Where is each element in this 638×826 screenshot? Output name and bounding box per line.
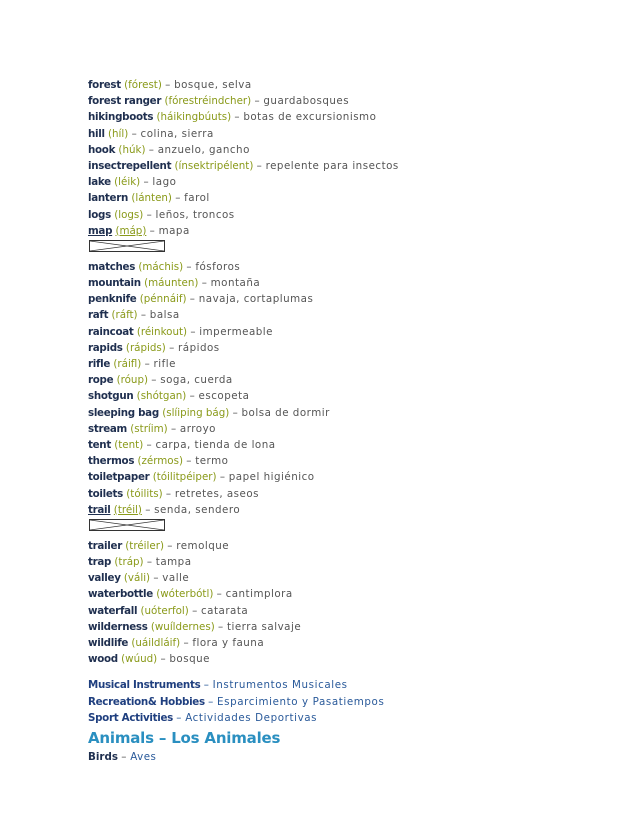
entry-pronunciation: (váli)	[123, 572, 151, 585]
vocab-entry	[88, 388, 608, 404]
entry-translation: guardabosques	[263, 95, 350, 108]
vocab-entry	[88, 651, 608, 667]
entry-word: shotgun	[88, 390, 134, 403]
entry-dash: –	[218, 620, 224, 633]
entry-dash: –	[148, 143, 155, 156]
entry-dash: –	[160, 653, 167, 666]
entry-word: rapids	[88, 341, 123, 354]
entry-word: map	[88, 224, 113, 237]
vocab-entry	[88, 469, 608, 485]
entry-dash: –	[169, 341, 175, 354]
entry-translation: cantimplora	[225, 588, 293, 601]
entry-translation: arroyo	[179, 422, 216, 435]
entry-translation: tampa	[155, 556, 192, 569]
entry-dash: –	[190, 325, 196, 338]
entry-word: lake	[88, 176, 111, 189]
entry-word: trap	[88, 556, 112, 569]
vocab-entry	[88, 126, 608, 142]
entry-word: rifle	[88, 358, 111, 370]
vocabulary-page	[88, 77, 608, 765]
entry-pronunciation: (lánten)	[131, 192, 172, 205]
entry-pronunciation: (wuíldernes)	[150, 620, 215, 633]
entry-pronunciation: (stríim)	[130, 422, 168, 435]
vocab-entry	[88, 291, 608, 307]
entry-list-2	[88, 259, 608, 518]
entry-translation: leños, troncos	[155, 208, 235, 221]
entry-translation: flora y fauna	[192, 637, 265, 649]
entry-translation: rifle	[153, 358, 176, 370]
vocab-entry[interactable]	[88, 223, 608, 239]
vocab-entry	[88, 324, 608, 340]
entry-translation: bosque	[169, 653, 210, 666]
entry-word: hook	[88, 143, 116, 156]
entry-word: thermos	[88, 455, 135, 468]
entry-translation: senda, sendero	[154, 503, 241, 516]
broken-image-trail	[89, 519, 165, 531]
entry-dash: –	[151, 374, 157, 387]
entry-word: tent	[88, 438, 111, 451]
entry-pronunciation: (fórestréindcher)	[164, 95, 252, 108]
entry-translation: bolsa de dormir	[241, 406, 330, 419]
entry-dash: –	[183, 637, 190, 649]
entry-translation: remolque	[176, 539, 230, 552]
entry-dash: –	[192, 604, 198, 617]
vocab-entry	[88, 158, 608, 174]
entry-pronunciation: (tent)	[114, 438, 144, 451]
entry-dash: –	[201, 277, 208, 290]
entry-pronunciation: (slíiping bág)	[162, 406, 230, 419]
vocab-entry	[88, 340, 608, 356]
entry-word: forest	[88, 79, 121, 91]
vocab-entry[interactable]	[88, 502, 608, 518]
entry-pronunciation: (tréil)	[113, 503, 142, 516]
vocab-entry	[88, 356, 608, 372]
entry-translation: farol	[184, 192, 210, 205]
entry-word: toiletpaper	[88, 471, 150, 484]
entry-translation: catarata	[201, 604, 249, 617]
entry-word: forest ranger	[88, 95, 162, 108]
entry-dash: –	[186, 455, 192, 468]
entry-dash: –	[149, 224, 156, 237]
entry-pronunciation: (shótgan)	[136, 390, 187, 403]
entry-pronunciation: (tóilits)	[126, 487, 163, 500]
vocab-entry	[88, 437, 608, 453]
entry-translation: botas de excursionismo	[243, 111, 377, 124]
entry-pronunciation: (wúud)	[121, 653, 158, 666]
entry-pronunciation: (ráft)	[111, 309, 138, 322]
entry-pronunciation: (máp)	[115, 224, 147, 237]
entry-pronunciation: (uáildláif)	[131, 637, 181, 649]
entry-dash: –	[146, 438, 153, 451]
entry-pronunciation: (léik)	[114, 176, 141, 189]
entry-pronunciation: (rápids)	[125, 341, 166, 354]
entry-pronunciation: (híl)	[108, 127, 129, 140]
entry-word: penknife	[88, 293, 137, 306]
entry-list-3	[88, 538, 608, 668]
vocab-entry	[88, 372, 608, 388]
entry-word: raincoat	[88, 325, 134, 338]
vocab-entry	[88, 586, 608, 602]
vocab-entry	[88, 421, 608, 437]
entry-dash: –	[143, 176, 150, 189]
vocab-entry	[88, 275, 608, 291]
entry-word: toilets	[88, 487, 123, 500]
vocab-entry	[88, 538, 608, 554]
entry-translation: fósforos	[195, 260, 241, 273]
entry-pronunciation: (máchis)	[138, 260, 184, 273]
entry-pronunciation: (húk)	[118, 143, 146, 156]
vocab-entry	[88, 190, 608, 206]
entry-translation: retretes, aseos	[174, 487, 260, 500]
entry-translation: carpa, tienda de lona	[155, 438, 276, 451]
vocab-entry	[88, 174, 608, 190]
entry-pronunciation: (tóilitpéiper)	[152, 471, 217, 484]
entry-translation: valle	[162, 572, 190, 585]
entry-dash: –	[167, 539, 173, 552]
heading-animals: Animals – Los Animales	[88, 728, 281, 747]
entry-translation: anzuelo, gancho	[157, 143, 250, 156]
subheading-birds: Birds – Aves	[88, 750, 157, 763]
entry-translation: bosque, selva	[174, 79, 252, 91]
entry-dash: –	[146, 208, 153, 221]
entry-dash: –	[254, 95, 261, 108]
entry-pronunciation: (fórest)	[124, 79, 162, 91]
entry-dash: –	[256, 159, 263, 172]
vocab-entry	[88, 453, 608, 469]
entry-pronunciation: (pénnáif)	[139, 293, 187, 306]
entry-word: stream	[88, 422, 127, 435]
entry-dash: –	[189, 390, 196, 403]
entry-word: logs	[88, 208, 111, 221]
entry-dash: –	[144, 358, 151, 370]
entry-dash: –	[216, 588, 223, 601]
entry-translation: montaña	[210, 277, 261, 290]
entry-translation: soga, cuerda	[160, 374, 233, 387]
entry-word: sleeping bag	[88, 406, 159, 419]
vocab-entry	[88, 554, 608, 570]
entry-dash: –	[234, 111, 241, 124]
entry-translation: repelente para insectos	[265, 159, 399, 172]
entry-pronunciation: (ínsektripélent)	[174, 159, 254, 172]
section-link-recreation-hobbies[interactable]: Recreation& Hobbies – Esparcimiento y Pasatiempos	[88, 695, 385, 708]
entry-word: trailer	[88, 539, 122, 552]
section-link-sport-activities[interactable]: Sport Activities – Actividades Deportivas	[88, 712, 318, 725]
vocab-entry	[88, 307, 608, 323]
entry-pronunciation: (réinkout)	[136, 325, 188, 338]
entry-dash: –	[145, 503, 151, 516]
entry-word: wilderness	[88, 620, 148, 633]
entry-dash: –	[175, 192, 181, 205]
entry-dash: –	[165, 487, 172, 500]
entry-word: lantern	[88, 192, 129, 205]
entry-translation: colina, sierra	[140, 127, 214, 140]
entry-translation: lago	[152, 176, 177, 189]
entry-pronunciation: (logs)	[114, 208, 144, 221]
entry-dash: –	[131, 127, 138, 140]
vocab-entry	[88, 109, 608, 125]
entry-dash: –	[165, 79, 171, 91]
vocab-entry	[88, 259, 608, 275]
entry-list-1	[88, 77, 608, 239]
entry-word: wood	[88, 653, 118, 666]
entry-word: mountain	[88, 277, 141, 290]
entry-pronunciation: (zérmos)	[137, 455, 183, 468]
entry-word: hill	[88, 127, 105, 140]
entry-translation: papel higiénico	[228, 471, 315, 484]
entry-pronunciation: (háikingbúuts)	[156, 111, 232, 124]
entry-dash: –	[146, 556, 153, 569]
entry-word: valley	[88, 572, 121, 585]
entry-translation: rápidos	[178, 341, 220, 354]
entry-pronunciation: (wóterbótl)	[156, 588, 214, 601]
entry-word: insectrepellent	[88, 159, 172, 172]
entry-translation: balsa	[149, 309, 180, 322]
entry-pronunciation: (róup)	[116, 374, 148, 387]
entry-dash: –	[140, 309, 147, 322]
entry-translation: impermeable	[199, 325, 274, 338]
entry-pronunciation: (máunten)	[144, 277, 199, 290]
entry-word: rope	[88, 374, 114, 387]
entry-translation: escopeta	[198, 390, 250, 403]
entry-pronunciation: (uóterfol)	[140, 604, 189, 617]
entry-translation: mapa	[158, 224, 190, 237]
vocab-entry	[88, 207, 608, 223]
vocab-entry	[88, 142, 608, 158]
broken-image-map	[89, 240, 165, 252]
entry-translation: navaja, cortaplumas	[198, 293, 314, 306]
entry-dash: –	[219, 471, 226, 484]
entry-pronunciation: (ráifl)	[113, 358, 142, 370]
entry-pronunciation: (tráp)	[114, 556, 144, 569]
vocab-entry	[88, 405, 608, 421]
entry-dash: –	[153, 572, 160, 585]
section-link-musical-instruments[interactable]: Musical Instruments – Instrumentos Musicales	[88, 679, 348, 692]
vocab-entry	[88, 570, 608, 586]
vocab-entry	[88, 77, 608, 93]
vocab-entry	[88, 93, 608, 109]
vocab-entry	[88, 635, 608, 651]
entry-word: hikingboots	[88, 111, 154, 124]
entry-pronunciation: (tréiler)	[125, 539, 164, 552]
entry-dash: –	[189, 293, 196, 306]
broken-image-icon	[90, 520, 164, 530]
entry-dash: –	[170, 422, 177, 435]
entry-word: raft	[88, 309, 109, 322]
vocab-entry	[88, 619, 608, 635]
entry-word: matches	[88, 260, 136, 273]
entry-translation: tierra salvaje	[226, 620, 302, 633]
entry-translation: termo	[195, 455, 229, 468]
vocab-entry	[88, 486, 608, 502]
vocab-entry	[88, 603, 608, 619]
entry-word: waterbottle	[88, 588, 153, 601]
broken-image-icon	[90, 241, 164, 251]
entry-word: trail	[88, 503, 111, 516]
entry-dash: –	[232, 406, 239, 419]
entry-word: wildlife	[88, 637, 129, 649]
entry-word: waterfall	[88, 604, 138, 617]
entry-dash: –	[186, 260, 193, 273]
